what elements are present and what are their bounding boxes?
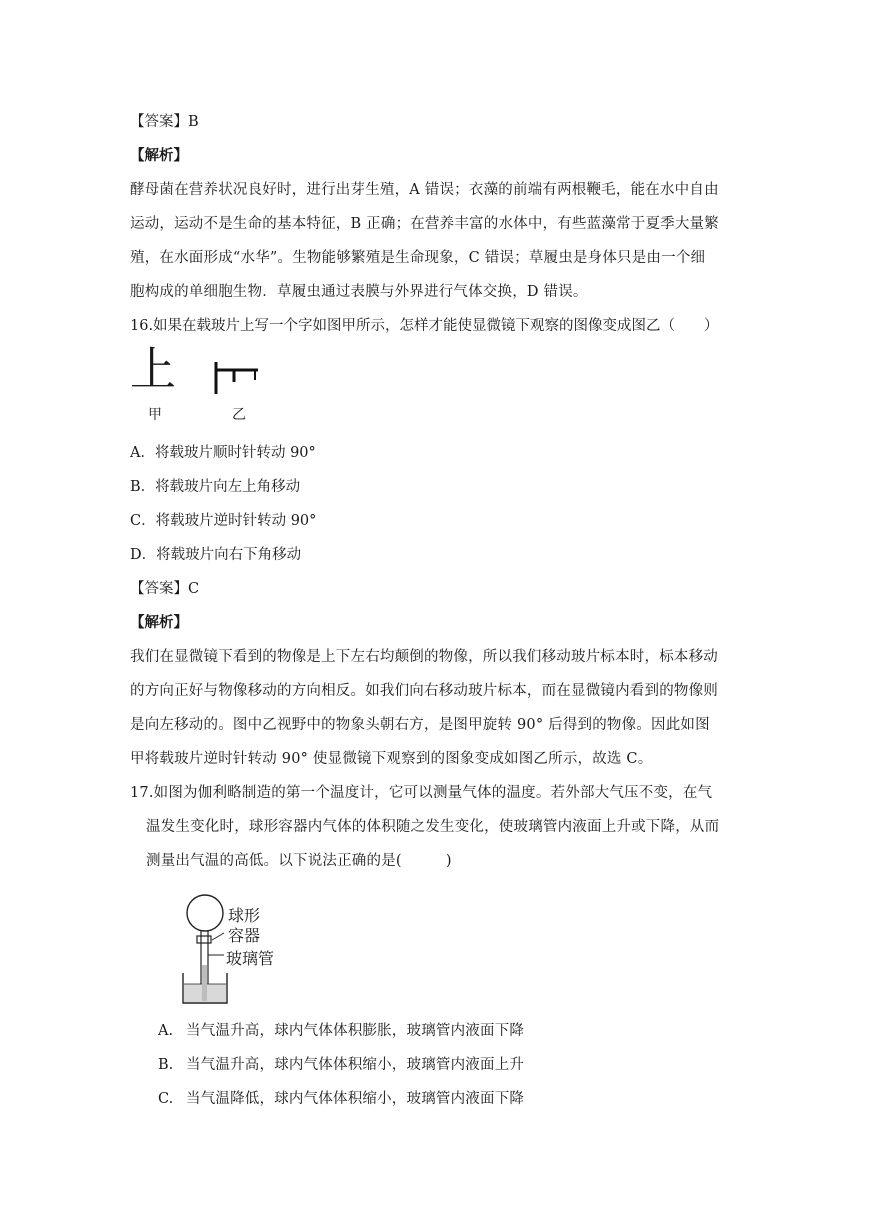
- q16-analysis-line-1: 我们在显微镜下看到的物像是上下左右均颠倒的物像，所以我们移动玻片标本时，标本移动: [130, 649, 718, 665]
- q17-stem-line-2: 温发生变化时，球形容器内气体的体积随之发生变化，使玻璃管内液面上升或下降，从而: [146, 819, 720, 835]
- q17-option-a-text: 当气温升高，球内气体体积膨胀，玻璃管内液面下降: [186, 1023, 525, 1039]
- q17-option-b-letter: B.: [158, 1057, 174, 1073]
- q17-option-c-letter: C.: [158, 1091, 174, 1107]
- q16-analysis-line-3: 是向左移动的。图中乙视野中的物象头朝右方，是图甲旋转 90° 后得到的物像。因此如图: [130, 717, 710, 733]
- q16-option-d: D．将载玻片向右下角移动: [130, 547, 302, 563]
- figure-label-jia: 甲: [148, 407, 162, 423]
- q16-stem: 16.如果在载玻片上写一个字如图甲所示，怎样才能使显微镜下观察的图像变成图乙（ ）: [130, 318, 719, 334]
- q16-option-a: A．将载玻片顺时针转动 90°: [130, 445, 316, 461]
- q17-option-c-text: 当气温降低，球内气体体积缩小，玻璃管内液面下降: [186, 1091, 525, 1107]
- q16-answer: 【答案】C: [130, 581, 200, 597]
- q16-option-b: B．将载玻片向左上角移动: [130, 479, 301, 495]
- q17-option-a-letter: A.: [158, 1023, 174, 1039]
- thermometer-figure: [180, 893, 310, 1007]
- q15-analysis-heading: 【解析】: [130, 147, 188, 164]
- label-spherical: 球形: [228, 906, 261, 925]
- label-container: 容器: [228, 926, 261, 945]
- q15-analysis-line-4: 胞构成的单细胞生物．草履虫通过表膜与外界进行气体交换，D 错误。: [130, 284, 588, 300]
- q16-analysis-line-4: 甲将载玻片逆时针转动 90° 使显微镜下观察到的图象变成如图乙所示，故选 C。: [130, 751, 653, 767]
- q15-analysis-line-3: 殖，在水面形成“水华”。生物能够繁殖是生命现象，C 错误；草履虫是身体只是由一个细: [130, 250, 706, 266]
- q17-stem-line-1: 17.如图为伽利略制造的第一个温度计，它可以测量气体的温度。若外部大气压不变，在气: [130, 785, 713, 801]
- q17-option-b-text: 当气温升高，球内气体体积缩小，玻璃管内液面上升: [186, 1057, 525, 1073]
- q16-figure: [128, 342, 278, 426]
- label-glass-tube: 玻璃管: [226, 949, 275, 968]
- figure-char-yi-rotated: [208, 358, 260, 398]
- q16-analysis-heading: 【解析】: [130, 614, 188, 631]
- figure-label-yi: 乙: [232, 407, 246, 423]
- q17-stem-line-3: 测量出气温的高低。以下说法正确的是( ): [146, 853, 452, 869]
- q16-analysis-line-2: 的方向正好与物像移动的方向相反。如我们向右移动玻片标本，而在显微镜内看到的物像则: [130, 683, 718, 699]
- q15-answer: 【答案】B: [130, 114, 199, 130]
- figure-char-jia: 上: [130, 342, 176, 396]
- q16-option-c: C．将载玻片逆时针转动 90°: [130, 513, 317, 529]
- q15-analysis-line-1: 酵母菌在营养状况良好时，进行出芽生殖，A 错误；衣藻的前端有两根鞭毛，能在水中自由: [130, 182, 719, 198]
- q15-analysis-line-2: 运动，运动不是生命的基本特征，B 正确；在营养丰富的水体中，有些蓝藻常于夏季大量繁: [130, 216, 719, 232]
